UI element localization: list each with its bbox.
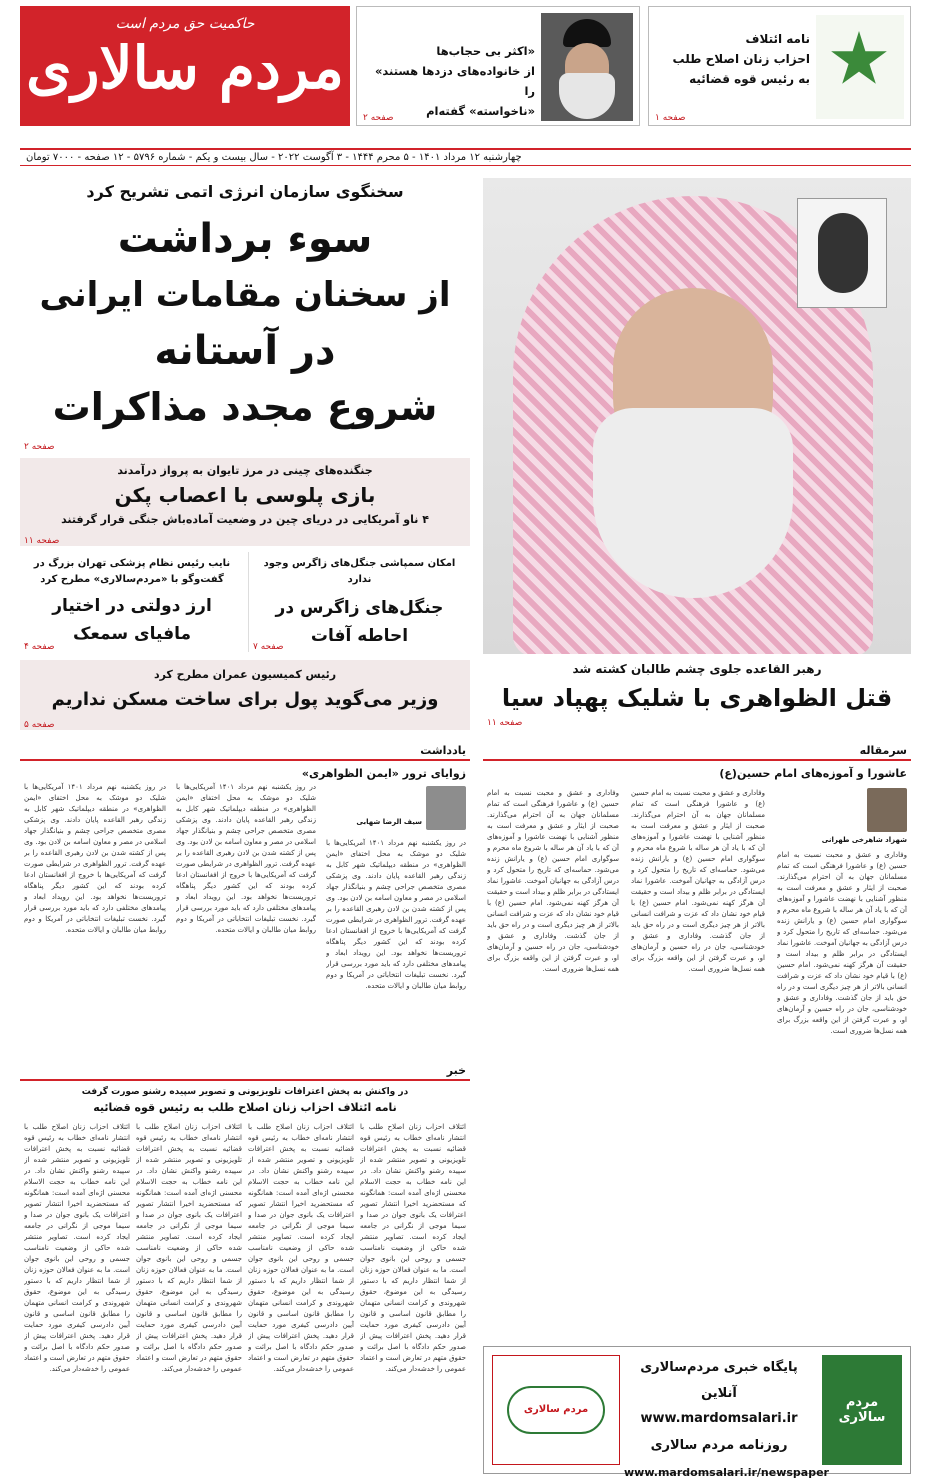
taiwan-headline: بازی پلوسی با اعصاب پکن (114, 483, 376, 507)
zawahiri-photo (483, 178, 911, 654)
star-icon (830, 31, 888, 89)
photo-headline: قتل الظواهری با شلیک پهپاد سیا (501, 684, 893, 712)
page-ref: صفحه ۵ (24, 720, 55, 730)
note[interactable] (20, 742, 470, 1052)
note-text: در روز یکشنبه نهم مرداد ۱۴۰۱ آمریکایی‌ها با شلیک دو موشک به محل اختفای «ایمن الظواهری» در منطقه دیپلماتیک شهر کابل به زندگی رهبر القاعده پایان دادند. وی پزشکی مصری متخصص جراحی چشم و بنیانگذار جهاد اسلامی در مصر و معاون اسامه بن لادن بود. وی پس از کشته شدن بن لادن رهبری القاعده را بر عهده گرفت. ترور الظواهری در شرایطی صورت گرفت که آمریکایی‌ها با خروج از افغانستان ادعا کرده بودند که این کشور دیگر پناهگاه تروریست‌ها نخواهد بود. این رویداد ابعاد و پیامدهای مختلفی دارد که باید مورد بررسی قرار گیرد. نخست تبلیغات انتخاباتی در آمریکا و دوم روابط میان طالبان و ایالات متحده. (176, 783, 316, 934)
masthead (20, 6, 350, 126)
mardomsalari-ad[interactable] (483, 1346, 911, 1479)
teaser-line: از خانواده‌های دزدها هستند» را (374, 64, 535, 98)
editorial-text: وفاداری و عشق و محبت نسبت به امام حسین (ع) و عاشورا فرهنگی است که تمام مسلمانان جهان به آن احترام می‌گذارند. صحبت از ایثار و عشق و معرفت است به منظور آشنایی با نهضت عاشورا و آموزه‌های آن که با یاد آن هر ساله با شروع ماه محرم و سوگواری امام حسین (ع) و یارانش زنده می‌شود. حماسه‌ای که تاریخ را متحول کرد و درس آزادگی به جهانیان آموخت. عاشورا نماد ایستادگی در برابر ظلم و بیداد است و حقیقت آن هرگز کهنه نمی‌شود. امام حسین (ع) با قیام خود نشان داد که عزت و شرافت انسانی بالاتر از هر چیز دیگری است و در راه حق باید از جان گذشت. وفاداری و عشق و خودشناسی، جان در راه حسین و آرمان‌های او، و عبرت گرفتن از این واقعه بزرگ برای همه نسل‌ها ضروری است. (777, 851, 907, 1035)
page-ref: صفحه ۷ (253, 642, 284, 652)
forests-kicker: امکان سمپاشی جنگل‌های زاگرس وجود ندارد (263, 558, 456, 585)
author-photo (867, 788, 907, 832)
lead-kicker: سخنگوی سازمان انرژی اتمی تشریح کرد (86, 182, 404, 201)
cleric-portrait (541, 13, 633, 121)
author-photo (426, 786, 466, 830)
teaser-line: «اکثر بی حجاب‌ها (436, 44, 535, 58)
masthead-slogan: حاکمیت حق مردم است (115, 16, 255, 32)
ad-line2: روزنامه مردم سالاری (650, 1438, 788, 1453)
teaser-line: «ناخواسته» گفته‌ام (426, 104, 535, 118)
lead-line: شروع مجدد مذاکرات (52, 385, 438, 429)
teaser-line: به رئیس قوه قضائیه (689, 72, 810, 86)
ad-line1: پایگاه خبری مردم‌سالاری آنلاین (640, 1360, 798, 1401)
housing-story[interactable] (20, 660, 470, 730)
taiwan-sub: ۴ ناو آمریکایی در دریای چین در وضعیت آماده‌باش جنگی قرار گرفتند (61, 513, 429, 526)
photo-kicker: رهبر القاعده جلوی چشم طالبان کشته شد (572, 662, 822, 676)
note-title: زوایای ترور «ایمن الظواهری» (301, 767, 466, 780)
note-author: سیف الرضا شهابی (356, 818, 422, 826)
news-section: خبر (20, 1062, 470, 1081)
page-ref: صفحه ۲ (24, 442, 55, 452)
editorial[interactable] (483, 742, 911, 1336)
teaser-hijab[interactable] (356, 6, 640, 126)
note-section: یادداشت (20, 742, 470, 761)
news[interactable] (20, 1062, 470, 1474)
dateline: چهارشنبه ۱۲ مرداد ۱۴۰۱ - ۵ محرم ۱۴۴۴ - ۳ آگوست ۲۰۲۲ - سال بیست و یکم - شماره ۵۷۹۶ - ۱۲ صفحه - ۷۰۰۰ تومان (20, 148, 911, 166)
teaser-women-parties[interactable] (648, 6, 911, 126)
currency-kicker: نایب رئیس نظام پزشکی تهران بزرگ در گفت‌وگو با «مردم‌سالاری» مطرح کرد (33, 558, 231, 585)
editorial-text: وفاداری و عشق و محبت نسبت به امام حسین (ع) و عاشورا فرهنگی است که تمام مسلمانان جهان به آن احترام می‌گذارند. صحبت از ایثار و عشق و معرفت است به منظور آشنایی با نهضت عاشورا و آموزه‌های آن که با یاد آن هر ساله با شروع ماه محرم و سوگواری امام حسین (ع) و یارانش زنده می‌شود. حماسه‌ای که تاریخ را متحول کرد و درس آزادگی به جهانیان آموخت. عاشورا نماد ایستادگی در برابر ظلم و بیداد است و حقیقت آن هرگز کهنه نمی‌شود. امام حسین (ع) با قیام خود نشان داد که عزت و شرافت انسانی بالاتر از هر چیز دیگری است و در راه حق باید از جان گذشت. وفاداری و عشق و خودشناسی، جان در راه حسین و آرمان‌های او، و عبرت گرفتن از این واقعه بزرگ برای همه نسل‌ها ضروری است. (631, 789, 765, 973)
ad-logo-green: مردم سالاری (822, 1355, 902, 1465)
ad-logo-text: مردم سالاری (507, 1386, 605, 1434)
lead-line: سوء برداشت (117, 216, 373, 262)
masthead-name: مردم سالاری (26, 34, 344, 102)
page-ref: صفحه ۲ (363, 113, 394, 123)
note-text: در روز یکشنبه نهم مرداد ۱۴۰۱ آمریکایی‌ها با شلیک دو موشک به محل اختفای «ایمن الظواهری» در منطقه دیپلماتیک شهر کابل به زندگی رهبر القاعده پایان دادند. وی پزشکی مصری متخصص جراحی چشم و بنیانگذار جهاد اسلامی در مصر و معاون اسامه بن لادن بود. وی پس از کشته شدن بن لادن رهبری القاعده را بر عهده گرفت. ترور الظواهری در شرایطی صورت گرفت که آمریکایی‌ها با خروج از افغانستان ادعا کرده بودند که این کشور دیگر پناهگاه تروریست‌ها نخواهد بود. این رویداد ابعاد و پیامدهای مختلفی دارد که باید مورد بررسی قرار گیرد. نخست تبلیغات انتخاباتی در آمریکا و دوم روابط میان طالبان و ایالات متحده. (326, 839, 466, 990)
party-logo (816, 15, 904, 119)
editorial-text: وفاداری و عشق و محبت نسبت به امام حسین (ع) و عاشورا فرهنگی است که تمام مسلمانان جهان به آن احترام می‌گذارند. صحبت از ایثار و عشق و معرفت است به منظور آشنایی با نهضت عاشورا و آموزه‌های آن که با یاد آن هر ساله با شروع ماه محرم و سوگواری امام حسین (ع) و یارانش زنده می‌شود. حماسه‌ای که تاریخ را متحول کرد و درس آزادگی به جهانیان آموخت. عاشورا نماد ایستادگی در برابر ظلم و بیداد است و حقیقت آن هرگز کهنه نمی‌شود. امام حسین (ع) با قیام خود نشان داد که عزت و شرافت انسانی بالاتر از هر چیز دیگری است و در راه حق باید از جان گذشت. وفاداری و عشق و خودشناسی، جان در راه حسین و آرمان‌های او، و عبرت گرفتن از این واقعه بزرگ برای همه نسل‌ها ضروری است. (487, 789, 619, 973)
lead-line: از سخنان مقامات ایرانی (39, 275, 451, 315)
housing-headline: وزیر می‌گوید پول برای ساخت مسکن نداریم (51, 689, 439, 710)
forests-story[interactable] (248, 552, 470, 652)
currency-headline: ارز دولتی در اختیار مافیای سمعک (52, 596, 212, 644)
housing-kicker: رئیس کمیسیون عمران مطرح کرد (153, 668, 337, 681)
news-text: ائتلاف احزاب زنان اصلاح طلب با انتشار نامه‌ای خطاب به رئیس قوه قضائیه نسبت به پخش اعترافات تلویزیونی و تصویر منتشر شده از سپیده رشنو واکنش نشان داد. در این نامه خطاب به حجت الاسلام محسنی اژه‌ای آمده است: همانگونه که مستحضرید اخیرا انتشار تصویر اعترافات یک بانوی جوان در صدا و سیما موجی از نگرانی در جامعه ایجاد کرده است. تصاویر منتشر شده حاکی از وضعیت نامناسب جسمی و روحی این بانوی جوان است. ما به عنوان فعالان حوزه زنان از شما انتظار داریم که با دستور رسیدگی به این موضوع، حقوق شهروندی و کرامت انسانی متهمان را مطابق قانون اساسی و قانون آیین دادرسی کیفری مورد حمایت قرار دهید. پخش اعترافات پیش از صدور حکم دادگاه با اصل برائت و حقوق متهم در تعارض است و اعتماد عمومی را خدشه‌دار می‌کند. (248, 1123, 354, 1373)
teaser-line: احزاب زنان اصلاح طلب (672, 52, 810, 66)
news-text: ائتلاف احزاب زنان اصلاح طلب با انتشار نامه‌ای خطاب به رئیس قوه قضائیه نسبت به پخش اعترافات تلویزیونی و تصویر منتشر شده از سپیده رشنو واکنش نشان داد. در این نامه خطاب به حجت الاسلام محسنی اژه‌ای آمده است: همانگونه که مستحضرید اخیرا انتشار تصویر اعترافات یک بانوی جوان در صدا و سیما موجی از نگرانی در جامعه ایجاد کرده است. تصاویر منتشر شده حاکی از وضعیت نامناسب جسمی و روحی این بانوی جوان است. ما به عنوان فعالان حوزه زنان از شما انتظار داریم که با دستور رسیدگی به این موضوع، حقوق شهروندی و کرامت انسانی متهمان را مطابق قانون اساسی و قانون آیین دادرسی کیفری مورد حمایت قرار دهید. پخش اعترافات پیش از صدور حکم دادگاه با اصل برائت و حقوق متهم در تعارض است و اعتماد عمومی را خدشه‌دار می‌کند. (136, 1123, 242, 1373)
taiwan-kicker: جنگنده‌های چینی در مرز تایوان به پرواز درآمدند (117, 464, 373, 477)
page-ref: صفحه ۴ (24, 642, 55, 652)
note-text: در روز یکشنبه نهم مرداد ۱۴۰۱ آمریکایی‌ها با شلیک دو موشک به محل اختفای «ایمن الظواهری» در منطقه دیپلماتیک شهر کابل به زندگی رهبر القاعده پایان دادند. وی پزشکی مصری متخصص جراحی چشم و بنیانگذار جهاد اسلامی در مصر و معاون اسامه بن لادن بود. وی پس از کشته شدن بن لادن رهبری القاعده را بر عهده گرفت. ترور الظواهری در شرایطی صورت گرفت که آمریکایی‌ها با خروج از افغانستان ادعا کرده بودند که این کشور دیگر پناهگاه تروریست‌ها نخواهد بود. این رویداد ابعاد و پیامدهای مختلفی دارد که باید مورد بررسی قرار گیرد. نخست تبلیغات انتخاباتی در آمریکا و دوم روابط میان طالبان و ایالات متحده. (24, 783, 166, 934)
editorial-author: شهزاد شاهرخی طهرانی (821, 836, 907, 844)
ad-logo-round (492, 1355, 620, 1465)
lead-line: در آستانه (154, 328, 336, 374)
page-ref: صفحه ۱ (655, 113, 686, 123)
news-text: ائتلاف احزاب زنان اصلاح طلب با انتشار نامه‌ای خطاب به رئیس قوه قضائیه نسبت به پخش اعترافات تلویزیونی و تصویر منتشر شده از سپیده رشنو واکنش نشان داد. در این نامه خطاب به حجت الاسلام محسنی اژه‌ای آمده است: همانگونه که مستحضرید اخیرا انتشار تصویر اعترافات یک بانوی جوان در صدا و سیما موجی از نگرانی در جامعه ایجاد کرده است. تصاویر منتشر شده حاکی از وضعیت نامناسب جسمی و روحی این بانوی جوان است. ما به عنوان فعالان حوزه زنان از شما انتظار داریم که با دستور رسیدگی به این موضوع، حقوق شهروندی و کرامت انسانی متهمان را مطابق قانون اساسی و قانون آیین دادرسی کیفری مورد حمایت قرار دهید. پخش اعترافات پیش از صدور حکم دادگاه با اصل برائت و حقوق متهم در تعارض است و اعتماد عمومی را خدشه‌دار می‌کند. (24, 1123, 130, 1373)
editorial-title: عاشورا و آموزه‌های امام حسین(ع) (719, 767, 907, 780)
currency-story[interactable] (20, 552, 244, 652)
ad-url1[interactable]: www.mardomsalari.ir (640, 1411, 798, 1426)
forests-headline: جنگل‌های زاگرس در احاطه آفات (275, 598, 444, 646)
bin-laden-inset (797, 198, 887, 308)
page-ref: صفحه ۱۱ (24, 536, 60, 546)
ad-url2[interactable]: www.mardomsalari.ir/newspaper (624, 1466, 829, 1479)
editorial-section: سرمقاله (483, 742, 911, 761)
lead-story[interactable] (20, 178, 470, 452)
news-kicker: در واکنش به پخش اعترافات تلویزیونی و تصویر سپیده رشنو صورت گرفت (81, 1087, 409, 1097)
news-title: نامه ائتلاف احزاب زنان اصلاح طلب به رئیس قوه قضائیه (93, 1101, 397, 1114)
teaser-line: نامه ائتلاف (745, 32, 810, 46)
page-ref: صفحه ۱۱ (487, 718, 523, 728)
taiwan-story[interactable] (20, 458, 470, 546)
photo-story[interactable] (483, 658, 911, 728)
news-text: ائتلاف احزاب زنان اصلاح طلب با انتشار نامه‌ای خطاب به رئیس قوه قضائیه نسبت به پخش اعترافات تلویزیونی و تصویر منتشر شده از سپیده رشنو واکنش نشان داد. در این نامه خطاب به حجت الاسلام محسنی اژه‌ای آمده است: همانگونه که مستحضرید اخیرا انتشار تصویر اعترافات یک بانوی جوان در صدا و سیما موجی از نگرانی در جامعه ایجاد کرده است. تصاویر منتشر شده حاکی از وضعیت نامناسب جسمی و روحی این بانوی جوان است. ما به عنوان فعالان حوزه زنان از شما انتظار داریم که با دستور رسیدگی به این موضوع، حقوق شهروندی و کرامت انسانی متهمان را مطابق قانون اساسی و قانون آیین دادرسی کیفری مورد حمایت قرار دهید. پخش اعترافات پیش از صدور حکم دادگاه با اصل برائت و حقوق متهم در تعارض است و اعتماد عمومی را خدشه‌دار می‌کند. (360, 1123, 466, 1373)
